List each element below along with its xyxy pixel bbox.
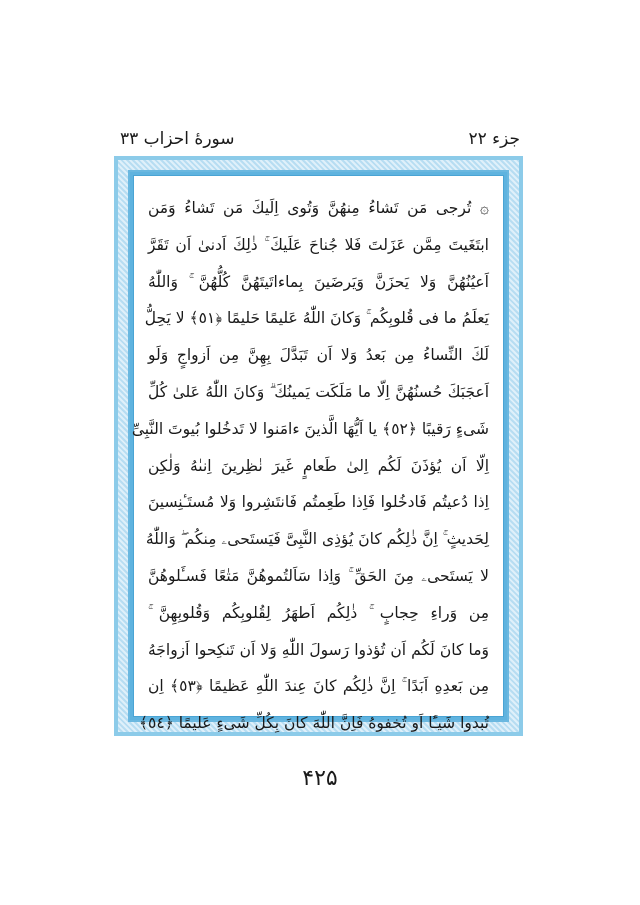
text-line: ابتَغَیتَ مِمَّن عَزَلتَ فَلا جُناحَ عَلَیكَ ۚ ذٰلِكَ اَدنیٰ اَن تَقَرَّ [148, 235, 489, 254]
surah-label: سوره‌ٔ احزاب ۳۳ [120, 129, 235, 149]
text-line: وَما كانَ لَكُم اَن تُؤذوا رَسولَ اللّٰهِ وَلا اَن تَنكِحوا اَزواجَهُ [148, 640, 489, 659]
text-line: یَعلَمُ ما فی قُلوبِكُم ۚ وَكانَ اللّٰهُ عَلیمًا حَلیمًا ﴿٥١﴾ لا یَحِلُّ [144, 309, 489, 328]
text-line: اِلّا اَن یُؤذَنَ لَكُم اِلیٰ طَعامٍ غَیرَ نٰظِرینَ اِنىٰهُ وَلٰكِن [148, 456, 489, 475]
text-line: لا یَستَحیۦ مِنَ الحَقِّ ۚ وَاِذا سَاَلتُموهُنَّ مَتٰعًا فَسـَٔلوهُنَّ [148, 566, 489, 585]
text-line: مِن بَعدِهِ اَبَدًا ۚ اِنَّ ذٰلِكُم كانَ عِندَ اللّٰهِ عَظیمًا ﴿٥٣﴾ اِن [148, 677, 489, 696]
text-line: اِذا دُعیتُم فَادخُلوا فَاِذا طَعِمتُم فَانتَشِروا وَلا مُستَـٔنِسینَ [148, 493, 489, 512]
text-line: مِن وَراءِ حِجابٍ ۚ ذٰلِكُم اَطهَرُ لِقُلوبِكُم وَقُلوبِهِنَّ ۚ [148, 603, 489, 622]
text-line: شَیءٍ رَقیبًا ﴿٥٢﴾ یا اَیُّهَا الَّذینَ ءامَنوا لا تَدخُلوا بُیوتَ النَّبِیِّ [131, 419, 489, 438]
text-line: تُبدوا شَیـًٔا اَو تُخفوهُ فَاِنَّ اللّٰهَ كانَ بِكُلِّ شَیءٍ عَلیمًا ﴿٥٤﴾ [138, 714, 489, 733]
verse-text-area [131, 175, 504, 733]
page-number: ۴۲۵ [302, 766, 338, 791]
text-line: اَعجَبَكَ حُسنُهُنَّ اِلّا ما مَلَكَت یَمینُكَ ۗ وَكانَ اللّٰهُ عَلیٰ كُلِّ [148, 382, 489, 401]
text-line: ۞ تُرجی مَن تَشاءُ مِنهُنَّ وَتُوی اِلَیكَ مَن تَشاءُ وَمَن [148, 199, 489, 217]
text-line: لَكَ النِّساءُ مِن بَعدُ وَلا اَن تَبَدَّلَ بِهِنَّ مِن اَزواجٍ وَلَو [148, 346, 489, 365]
decorative-frame [114, 156, 523, 736]
text-line: اَعیُنُهُنَّ وَلا یَحزَنَّ وَیَرضَینَ بِماءاتَیتَهُنَّ كُلُّهُنَّ ۚ وَاللّٰهُ [148, 272, 489, 291]
page-header [120, 124, 520, 154]
frame-inner-border [128, 170, 509, 733]
juz-label: جزء ۲۲ [468, 129, 520, 149]
text-line: لِحَدیثٍ ۚ اِنَّ ذٰلِكُم كانَ یُؤذِی النَّبِیَّ فَیَستَحیۦ مِنكُم ۖ وَاللّٰهُ [145, 530, 489, 549]
